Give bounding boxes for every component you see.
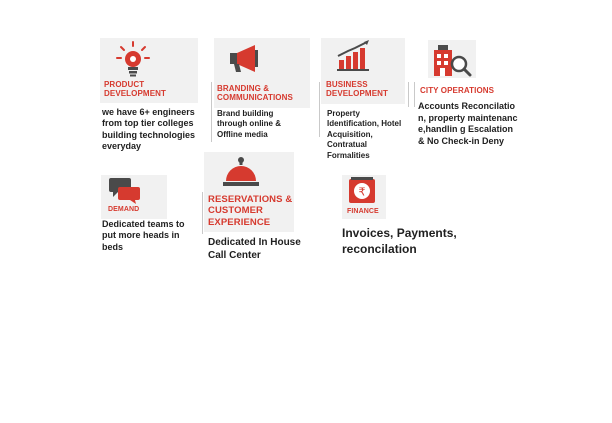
city-body: Accounts Reconcilation, property maintenance,handlin g Escalation & No Check-in Deny — [418, 101, 518, 146]
divider — [414, 82, 415, 107]
reservations-title: RESERVATIONS & CUSTOMER EXPERIENCE — [208, 194, 293, 228]
megaphone-icon — [228, 42, 266, 74]
city-title: CITY OPERATIONS — [420, 86, 495, 95]
divider — [202, 192, 203, 234]
branding-title: BRANDING & COMMUNICATIONS — [217, 84, 293, 103]
demand-title: DEMAND — [108, 206, 140, 213]
product-body: we have 6+ engineers from top tier colleges building technologies everyday — [102, 107, 195, 151]
product-title: PRODUCT DEVELOPMENT — [104, 80, 166, 99]
lightbulb-gear-icon — [116, 40, 150, 80]
reservations-body: Dedicated In House Call Center — [208, 237, 301, 261]
demand-body: Dedicated teams to put more heads in beds — [102, 219, 185, 252]
business-title: BUSINESS DEVELOPMENT — [326, 80, 388, 99]
bar-chart-growth-icon — [336, 40, 372, 72]
svg-text:₹: ₹ — [358, 185, 366, 199]
finance-body: Invoices, Payments, reconcilation — [342, 226, 457, 257]
service-bell-icon — [222, 155, 260, 189]
divider — [211, 82, 212, 142]
finance-title: FINANCE — [347, 208, 379, 215]
building-search-icon — [432, 42, 472, 78]
branding-body: Brand building through online & Offline media — [217, 109, 281, 139]
rupee-calculator-icon — [347, 176, 377, 206]
chat-bubbles-icon — [108, 177, 142, 205]
business-body: Property Identification, Hotel Acquisition, Contratual Formalities — [327, 109, 402, 160]
divider — [319, 82, 320, 137]
divider — [408, 82, 409, 107]
